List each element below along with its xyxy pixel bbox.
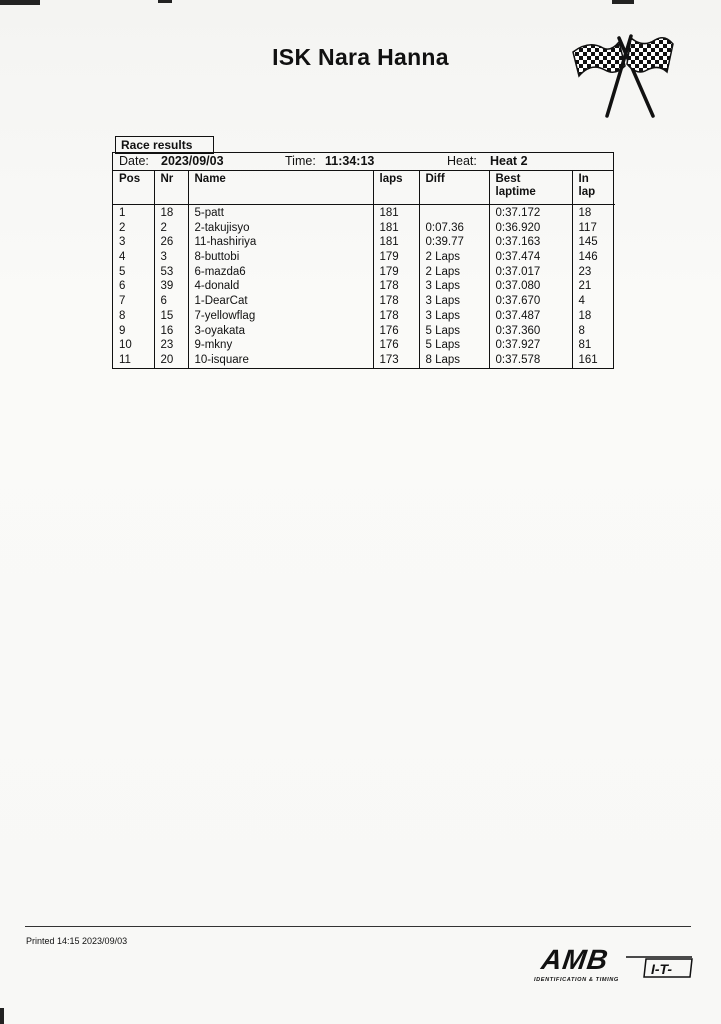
cell-pos: 1 — [119, 207, 126, 219]
cell-in-lap: 18 — [572, 309, 615, 324]
table-row — [113, 324, 615, 339]
cell-nr: 18 — [154, 205, 188, 221]
cell-in-lap: 161 — [572, 353, 615, 368]
col-header-best-laptime — [489, 171, 572, 205]
cell-laps: 181 — [373, 221, 419, 236]
cell-nr: 26 — [154, 235, 188, 250]
page-title: ISK Nara Hanna — [272, 44, 449, 70]
cell-laps: 181 — [373, 235, 419, 250]
table-row — [113, 309, 615, 324]
cell-diff: 3 Laps — [419, 294, 489, 309]
table-row — [113, 279, 615, 294]
cell-name: 6-mazda6 — [188, 265, 373, 280]
cell-pos: 6 — [119, 280, 126, 293]
cell-best-laptime: 0:37.474 — [489, 250, 572, 265]
cell-name: 8-buttobi — [188, 250, 373, 265]
table-row — [113, 294, 615, 309]
table-row — [113, 221, 615, 236]
scan-edge-mark-top-right — [612, 0, 634, 4]
cell-in-lap: 146 — [572, 250, 615, 265]
cell-laps: 179 — [373, 250, 419, 265]
section-caption: Race results — [115, 136, 214, 154]
cell-in-lap: 18 — [572, 205, 615, 221]
best-line1: Best — [495, 173, 521, 185]
cell-pos: 2 — [119, 221, 126, 234]
cell-in-lap: 8 — [572, 324, 615, 339]
cell-laps: 181 — [373, 205, 419, 221]
cell-diff: 5 Laps — [419, 324, 489, 339]
cell-laps: 176 — [373, 324, 419, 339]
col-header-in-lap — [572, 171, 615, 205]
inlap-line2: lap — [578, 186, 596, 198]
cell-diff: 2 Laps — [419, 250, 489, 265]
table-row — [113, 353, 615, 368]
amb-logo — [530, 943, 696, 985]
cell-diff — [419, 205, 489, 221]
cell-in-lap: 145 — [572, 235, 615, 250]
cell-diff: 3 Laps — [419, 279, 489, 294]
cell-pos: 8 — [119, 309, 126, 322]
col-header-name: Name — [188, 171, 373, 205]
cell-nr: 23 — [154, 338, 188, 353]
race-meta-row — [113, 153, 613, 171]
table-row — [113, 205, 615, 221]
cell-best-laptime: 0:37.487 — [489, 309, 572, 324]
cell-in-lap: 4 — [572, 294, 615, 309]
table-row — [113, 235, 615, 250]
amb-logo-text: AMB — [539, 944, 611, 975]
cell-laps: 178 — [373, 309, 419, 324]
cell-laps: 176 — [373, 338, 419, 353]
scan-edge-mark-bottom-left — [0, 1008, 4, 1024]
cell-laps: 178 — [373, 279, 419, 294]
cell-diff: 8 Laps — [419, 353, 489, 368]
table-row — [113, 250, 615, 265]
cell-nr: 16 — [154, 324, 188, 339]
cell-name: 5-patt — [188, 205, 373, 221]
scan-edge-mark-top-center — [158, 0, 172, 3]
cell-name: 1-DearCat — [188, 294, 373, 309]
cell-in-lap: 117 — [572, 221, 615, 236]
col-header-laps: laps — [373, 171, 419, 205]
cell-in-lap: 21 — [572, 279, 615, 294]
cell-in-lap: 23 — [572, 265, 615, 280]
cell-diff: 0:07.36 — [419, 221, 489, 236]
printed-timestamp: Printed 14:15 2023/09/03 — [26, 936, 128, 946]
checkered-flags-icon — [567, 28, 679, 120]
table-row — [113, 338, 615, 353]
col-header-pos: Pos — [113, 171, 154, 205]
inlap-line1: In — [578, 173, 589, 185]
footer-divider — [25, 926, 691, 927]
cell-best-laptime: 0:37.080 — [489, 279, 572, 294]
col-header-diff: Diff — [419, 171, 489, 205]
cell-diff: 0:39.77 — [419, 235, 489, 250]
cell-best-laptime: 0:37.163 — [489, 235, 572, 250]
cell-laps: 173 — [373, 353, 419, 368]
cell-nr: 6 — [154, 294, 188, 309]
cell-pos: 7 — [119, 295, 126, 308]
cell-best-laptime: 0:37.172 — [489, 205, 572, 221]
cell-pos: 3 — [119, 236, 126, 249]
cell-pos: 5 — [119, 265, 126, 278]
cell-nr: 39 — [154, 279, 188, 294]
cell-name: 4-donald — [188, 279, 373, 294]
cell-nr: 53 — [154, 265, 188, 280]
cell-nr: 20 — [154, 353, 188, 368]
cell-in-lap: 81 — [572, 338, 615, 353]
results-grid — [113, 171, 615, 368]
cell-best-laptime: 0:37.670 — [489, 294, 572, 309]
best-line2: laptime — [495, 186, 536, 198]
cell-diff: 5 Laps — [419, 338, 489, 353]
time-label: Time: — [285, 154, 316, 168]
race-results-table — [112, 152, 614, 369]
scan-edge-mark-top-left — [0, 0, 40, 5]
heat-value: Heat 2 — [490, 154, 528, 168]
cell-name: 10-isquare — [188, 353, 373, 368]
amb-logo-subtitle: IDENTIFICATION & TIMING — [534, 977, 619, 983]
cell-nr: 2 — [154, 221, 188, 236]
cell-best-laptime: 0:36.920 — [489, 221, 572, 236]
heat-label: Heat: — [447, 154, 477, 168]
time-value: 11:34:13 — [325, 154, 375, 168]
cell-name: 7-yellowflag — [188, 309, 373, 324]
cell-best-laptime: 0:37.927 — [489, 338, 572, 353]
cell-nr: 15 — [154, 309, 188, 324]
cell-nr: 3 — [154, 250, 188, 265]
col-header-nr: Nr — [154, 171, 188, 205]
cell-name: 9-mkny — [188, 338, 373, 353]
cell-laps: 179 — [373, 265, 419, 280]
date-label: Date: — [119, 154, 149, 168]
cell-pos: 11 — [119, 353, 131, 366]
header-row — [113, 171, 615, 205]
cell-name: 2-takujisyo — [188, 221, 373, 236]
cell-best-laptime: 0:37.017 — [489, 265, 572, 280]
cell-best-laptime: 0:37.360 — [489, 324, 572, 339]
cell-diff: 2 Laps — [419, 265, 489, 280]
cell-name: 3-oyakata — [188, 324, 373, 339]
cell-pos: 4 — [119, 251, 126, 264]
cell-best-laptime: 0:37.578 — [489, 353, 572, 368]
cell-laps: 178 — [373, 294, 419, 309]
cell-diff: 3 Laps — [419, 309, 489, 324]
cell-pos: 10 — [119, 339, 132, 352]
amb-logo-badge: I-T- — [651, 961, 672, 977]
cell-pos: 9 — [119, 324, 126, 337]
cell-name: 11-hashiriya — [188, 235, 373, 250]
table-row — [113, 265, 615, 280]
date-value: 2023/09/03 — [161, 154, 224, 168]
